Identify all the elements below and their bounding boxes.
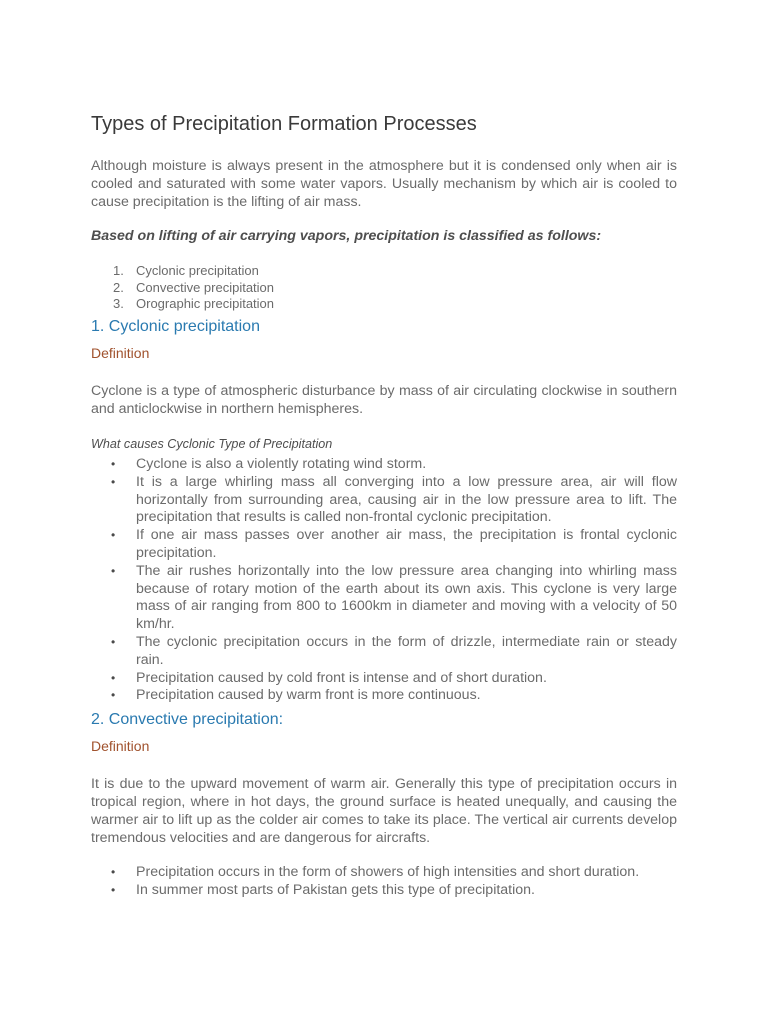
convective-bullet-list bbox=[91, 864, 677, 900]
bullet-icon: • bbox=[111, 865, 116, 879]
list-number: 2. bbox=[113, 279, 124, 295]
cyclonic-causes-heading: What causes Cyclonic Type of Precipitation bbox=[91, 437, 333, 451]
cyclonic-bullet-list bbox=[91, 456, 677, 705]
convective-definition-text: It is due to the upward movement of warm air. Generally this type of precipitation occurs in tropical region, where in hot days, the ground surface is heated unequally, and causing the warmer air to lift up as the colder air comes to take its place. The vertical air currents develop tremendous velocities and are dangerous for aircrafts. bbox=[91, 776, 677, 846]
cyclonic-heading: 1. Cyclonic precipitation bbox=[91, 318, 260, 335]
bullet-icon: • bbox=[111, 688, 116, 703]
list-item bbox=[91, 474, 677, 527]
intro-paragraph: Although moisture is always present in the atmosphere but it is condensed only when air is cooled and saturated with some water vapors. Usually mechanism by which air is cooled to cause precipitation is the lifting of air mass. bbox=[91, 158, 677, 210]
bullet-icon: • bbox=[111, 474, 116, 489]
list-item-text: The cyclonic precipitation occurs in the form of drizzle, intermediate rain or steady rain. bbox=[136, 633, 677, 668]
list-item bbox=[91, 296, 274, 313]
bullet-icon: • bbox=[111, 528, 116, 543]
list-item bbox=[91, 864, 677, 882]
convective-definition-label: Definition bbox=[91, 738, 150, 754]
page-title: Types of Precipitation Formation Processes bbox=[91, 113, 477, 135]
list-number: 1. bbox=[113, 263, 124, 278]
list-item-text: Precipitation occurs in the form of showers of high intensities and short duration. bbox=[136, 864, 640, 880]
list-item bbox=[91, 527, 677, 563]
list-item bbox=[91, 456, 677, 474]
cyclonic-definition-label: Definition bbox=[91, 345, 150, 361]
list-item bbox=[91, 687, 677, 705]
list-item-text: In summer most parts of Pakistan gets this type of precipitation. bbox=[136, 881, 536, 898]
bullet-icon: • bbox=[111, 670, 116, 685]
list-item bbox=[91, 563, 677, 634]
list-item-text: If one air mass passes over another air mass, the precipitation is frontal cyclonic precipitation. bbox=[136, 527, 677, 561]
list-item-text: Cyclone is also a violently rotating wind storm. bbox=[136, 456, 427, 472]
convective-heading: 2. Convective precipitation: bbox=[91, 711, 284, 728]
cyclonic-definition-text: Cyclone is a type of atmospheric disturbance by mass of air circulating clockwise in southern and anticlockwise in northern hemispheres. bbox=[91, 383, 677, 417]
list-item-text: It is a large whirling mass all converging into a low pressure area, air will flow horizontally from surrounding area, causing air in the low pressure area to lift. The precipitation that results is called non-frontal cyclonic precipitation. bbox=[136, 473, 677, 526]
bullet-icon: • bbox=[111, 457, 116, 471]
precipitation-types-list bbox=[91, 263, 274, 313]
classification-heading: Based on lifting of air carrying vapors, precipitation is classified as follows: bbox=[91, 228, 602, 244]
list-item-label: Cyclonic precipitation bbox=[136, 263, 259, 278]
list-item-text: Precipitation caused by cold front is intense and of short duration. bbox=[136, 669, 547, 686]
list-item-text: The air rushes horizontally into the low pressure area changing into whirling mass because of rotary motion of the earth about its own axis. This cyclone is very large mass of air ranging from 800 to 1600km in diameter and moving with a velocity of 50 km/hr. bbox=[136, 562, 677, 633]
list-item-label: Orographic precipitation bbox=[136, 296, 275, 311]
list-item bbox=[91, 280, 274, 297]
list-item bbox=[91, 263, 274, 280]
list-item bbox=[91, 634, 677, 670]
list-item-text: Precipitation caused by warm front is more continuous. bbox=[136, 687, 481, 704]
bullet-icon: • bbox=[111, 882, 116, 897]
bullet-icon: • bbox=[111, 563, 116, 578]
list-item bbox=[91, 882, 677, 900]
list-number: 3. bbox=[113, 296, 124, 311]
list-item-label: Convective precipitation bbox=[136, 279, 275, 295]
list-item bbox=[91, 670, 677, 688]
bullet-icon: • bbox=[111, 634, 116, 649]
